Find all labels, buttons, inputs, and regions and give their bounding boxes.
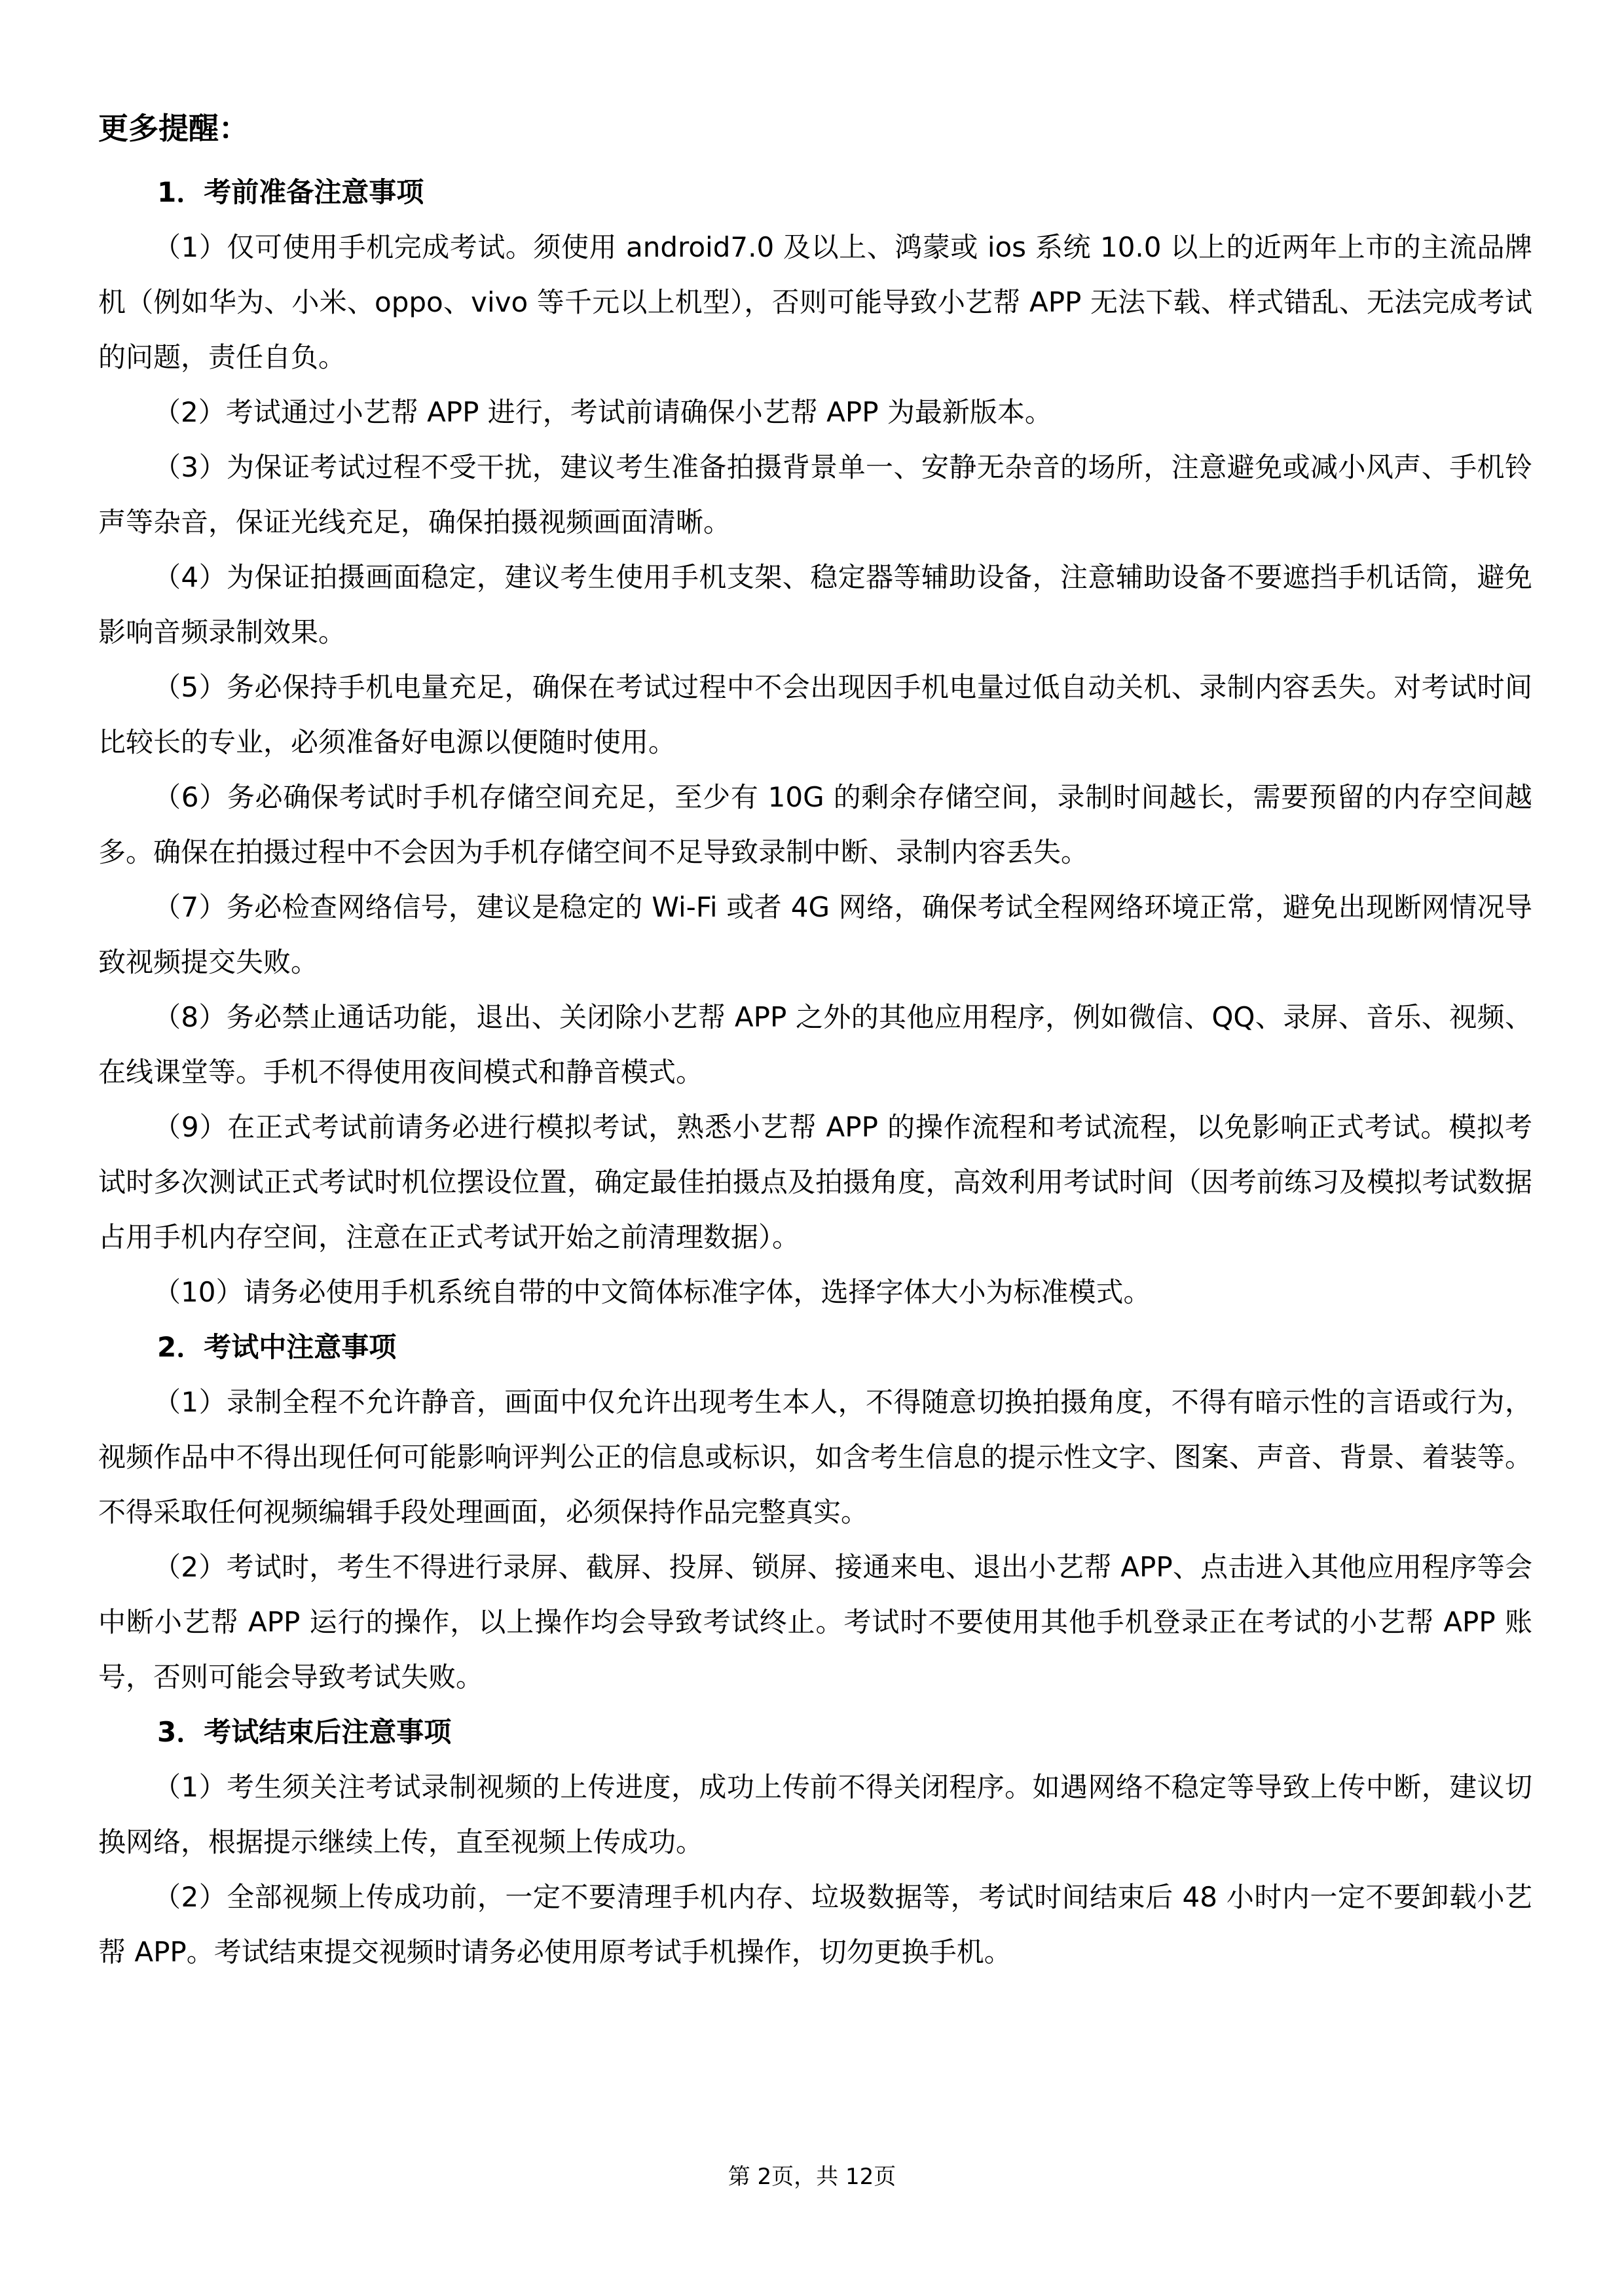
- paragraph: （1）考生须关注考试录制视频的上传进度，成功上传前不得关闭程序。如遇网络不稳定等导致上传中断，建议切换网络，根据提示继续上传，直至视频上传成功。: [98, 1771, 1532, 1858]
- paragraph: （6）务必确保考试时手机存储空间充足，至少有 10G 的剩余存储空间，录制时间越长，需要预留的内存空间越多。确保在拍摄过程中不会因为手机存储空间不足导致录制中断、录制内容丢失。: [98, 781, 1532, 868]
- page-number-footer: 第 2页，共 12页: [728, 2164, 896, 2190]
- paragraph: （10）请务必使用手机系统自带的中文简体标准字体，选择字体大小为标准模式。: [153, 1276, 1151, 1308]
- section-title: 2．考试中注意事项: [157, 1331, 397, 1363]
- paragraph: （1）仅可使用手机完成考试。须使用 android7.0 及以上、鸿蒙或 ios 系统 10.0 以上的近两年上市的主流品牌机（例如华为、小米、oppo、vivo 等千元以上机型），否则可能导致小艺帮 APP 无法下载、样式错乱、无法完成考试的问题，责任自负。: [98, 231, 1532, 373]
- paragraph: （2）考试时，考生不得进行录屏、截屏、投屏、锁屏、接通来电、退出小艺帮 APP、点击进入其他应用程序等会中断小艺帮 APP 运行的操作，以上操作均会导致考试终止。考试时不要使用其他手机登录正在考试的小艺帮 APP 账号，否则可能会导致考试失败。: [98, 1551, 1532, 1693]
- section-title: 1．考前准备注意事项: [157, 176, 424, 208]
- section-after-exam: [98, 1705, 1532, 1980]
- paragraph: （2）考试通过小艺帮 APP 进行，考试前请确保小艺帮 APP 为最新版本。: [153, 396, 1052, 428]
- section-during-exam: [98, 1320, 1532, 1705]
- paragraph: （1）录制全程不允许静音，画面中仅允许出现考生本人，不得随意切换拍摄角度，不得有暗示性的言语或行为，视频作品中不得出现任何可能影响评判公正的信息或标识，如含考生信息的提示性文字、图案、声音、背景、着装等。不得采取任何视频编辑手段处理画面，必须保持作品完整真实。: [98, 1386, 1532, 1528]
- paragraph: （3）为保证考试过程不受干扰，建议考生准备拍摄背景单一、安静无杂音的场所，注意避免或减小风声、手机铃声等杂音，保证光线充足，确保拍摄视频画面清晰。: [98, 451, 1532, 538]
- paragraph: （8）务必禁止通话功能，退出、关闭除小艺帮 APP 之外的其他应用程序，例如微信、QQ、录屏、音乐、视频、在线课堂等。手机不得使用夜间模式和静音模式。: [98, 1001, 1532, 1088]
- document-page: [98, 92, 1532, 1980]
- section-title: 3．考试结束后注意事项: [157, 1716, 452, 1748]
- paragraph: （4）为保证拍摄画面稳定，建议考生使用手机支架、稳定器等辅助设备，注意辅助设备不要遮挡手机话筒，避免影响音频录制效果。: [98, 561, 1532, 648]
- page-heading: 更多提醒：: [98, 111, 249, 146]
- paragraph: （7）务必检查网络信号，建议是稳定的 Wi-Fi 或者 4G 网络，确保考试全程网络环境正常，避免出现断网情况导致视频提交失败。: [98, 891, 1532, 978]
- paragraph: （2）全部视频上传成功前，一定不要清理手机内存、垃圾数据等，考试时间结束后 48 小时内一定不要卸载小艺帮 APP。考试结束提交视频时请务必使用原考试手机操作，切勿更换手机。: [98, 1881, 1532, 1968]
- section-pre-exam: [98, 165, 1532, 1320]
- paragraph: （9）在正式考试前请务必进行模拟考试，熟悉小艺帮 APP 的操作流程和考试流程，以免影响正式考试。模拟考试时多次测试正式考试时机位摆设位置，确定最佳拍摄点及拍摄角度，高效利用考试时间（因考前练习及模拟考试数据占用手机内存空间，注意在正式考试开始之前清理数据）。: [98, 1111, 1532, 1253]
- paragraph: （5）务必保持手机电量充足，确保在考试过程中不会出现因手机电量过低自动关机、录制内容丢失。对考试时间比较长的专业，必须准备好电源以便随时使用。: [98, 671, 1532, 758]
